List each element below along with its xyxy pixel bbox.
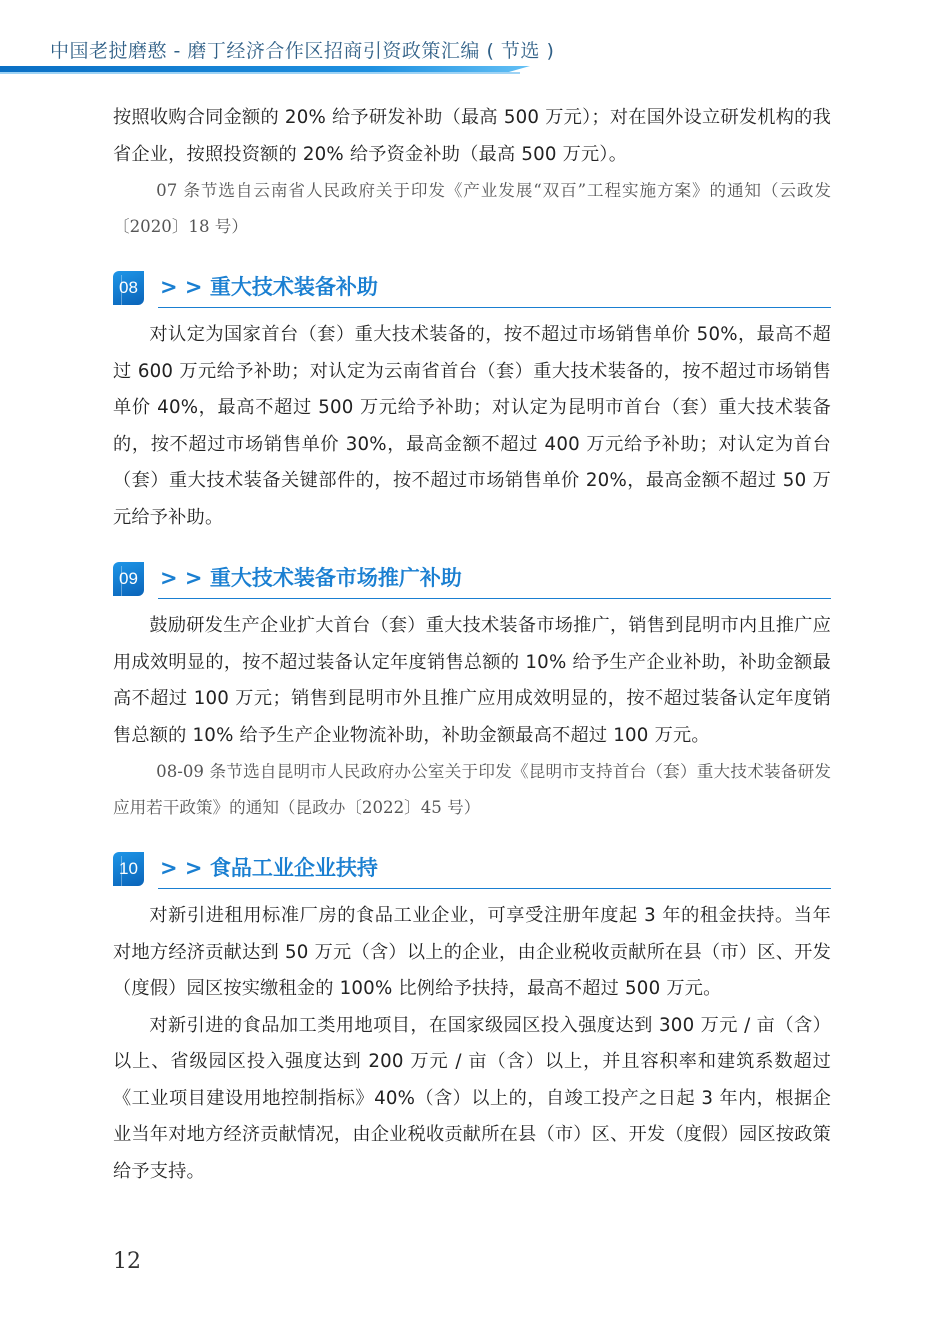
section-heading-10 xyxy=(113,846,831,890)
section-underline xyxy=(158,598,831,599)
section-heading-08 xyxy=(113,265,831,309)
section-paragraph: 对新引进租用标准厂房的食品工业企业，可享受注册年度起 3 年的租金扶持。当年对地方经济贡献达到 50 万元（含）以上的企业，由企业税收贡献所在县（市）区、开发（度假）园区按实缴租金的 100% 比例给予扶持，最高不超过 500 万元。 xyxy=(113,905,831,999)
page-header xyxy=(0,0,941,76)
section-paragraph: 对新引进的食品加工类用地项目，在国家级园区投入强度达到 300 万元 / 亩（含）以上、省级园区投入强度达到 200 万元 / 亩（含）以上，并且容积率和建筑系数超过《工业项目建设用地控制指标》40%（含）以上的，自竣工投产之日起 3 年内，根据企业当年对地方经济贡献情况，由企业税收贡献所在县（市）区、开发（度假）园区按政策给予支持。 xyxy=(113,1014,831,1182)
section-underline xyxy=(158,888,831,889)
section-paragraph: 对认定为国家首台（套）重大技术装备的，按不超过市场销售单价 50%，最高不超过 600 万元给予补助；对认定为云南省首台（套）重大技术装备的，按不超过市场销售单价 40%，最高不超过 500 万元给予补助；对认定为昆明市首台（套）重大技术装备的，按不超过市场销售单价 30%，最高金额不超过 400 万元给予补助；对认定为首台（套）重大技术装备关键部件的，按不超过市场销售单价 20%，最高金额不超过 50 万元给予补助。 xyxy=(113,324,831,528)
section-number-badge: 09 xyxy=(113,562,144,596)
page-number: 12 xyxy=(113,1249,141,1274)
intro-source-note: 07 条节选自云南省人民政府关于印发《产业发展“双百”工程实施方案》的通知（云政发〔2020〕18 号） xyxy=(113,181,831,236)
section-title: > > 食品工业企业扶持 xyxy=(160,856,378,880)
section-source-note: 08-09 条节选自昆明市人民政府办公室关于印发《昆明市支持首台（套）重大技术装备研发应用若干政策》的通知（昆政办〔2022〕45 号） xyxy=(113,762,831,817)
section-title: > > 重大技术装备补助 xyxy=(160,275,378,299)
page-content xyxy=(113,100,831,1190)
section-number-badge: 08 xyxy=(113,271,144,305)
section-title: > > 重大技术装备市场推广补助 xyxy=(160,566,462,590)
section-number-badge: 10 xyxy=(113,852,144,886)
header-title: 中国老挝磨憨 - 磨丁经济合作区招商引资政策汇编 ( 节选 ) xyxy=(50,40,555,62)
header-accent-line xyxy=(0,72,520,74)
section-underline xyxy=(158,307,831,308)
intro-paragraph: 按照收购合同金额的 20% 给予研发补助（最高 500 万元）；对在国外设立研发机构的我省企业，按照投资额的 20% 给予资金补助（最高 500 万元）。 xyxy=(113,107,831,165)
section-heading-09 xyxy=(113,556,831,600)
section-paragraph: 鼓励研发生产企业扩大首台（套）重大技术装备市场推广，销售到昆明市内且推广应用成效明显的，按不超过装备认定年度销售总额的 10% 给予生产企业补助，补助金额最高不超过 100 万元；销售到昆明市外且推广应用成效明显的，按不超过装备认定年度销售总额的 10% 给予生产企业物流补助，补助金额最高不超过 100 万元。 xyxy=(113,615,831,746)
